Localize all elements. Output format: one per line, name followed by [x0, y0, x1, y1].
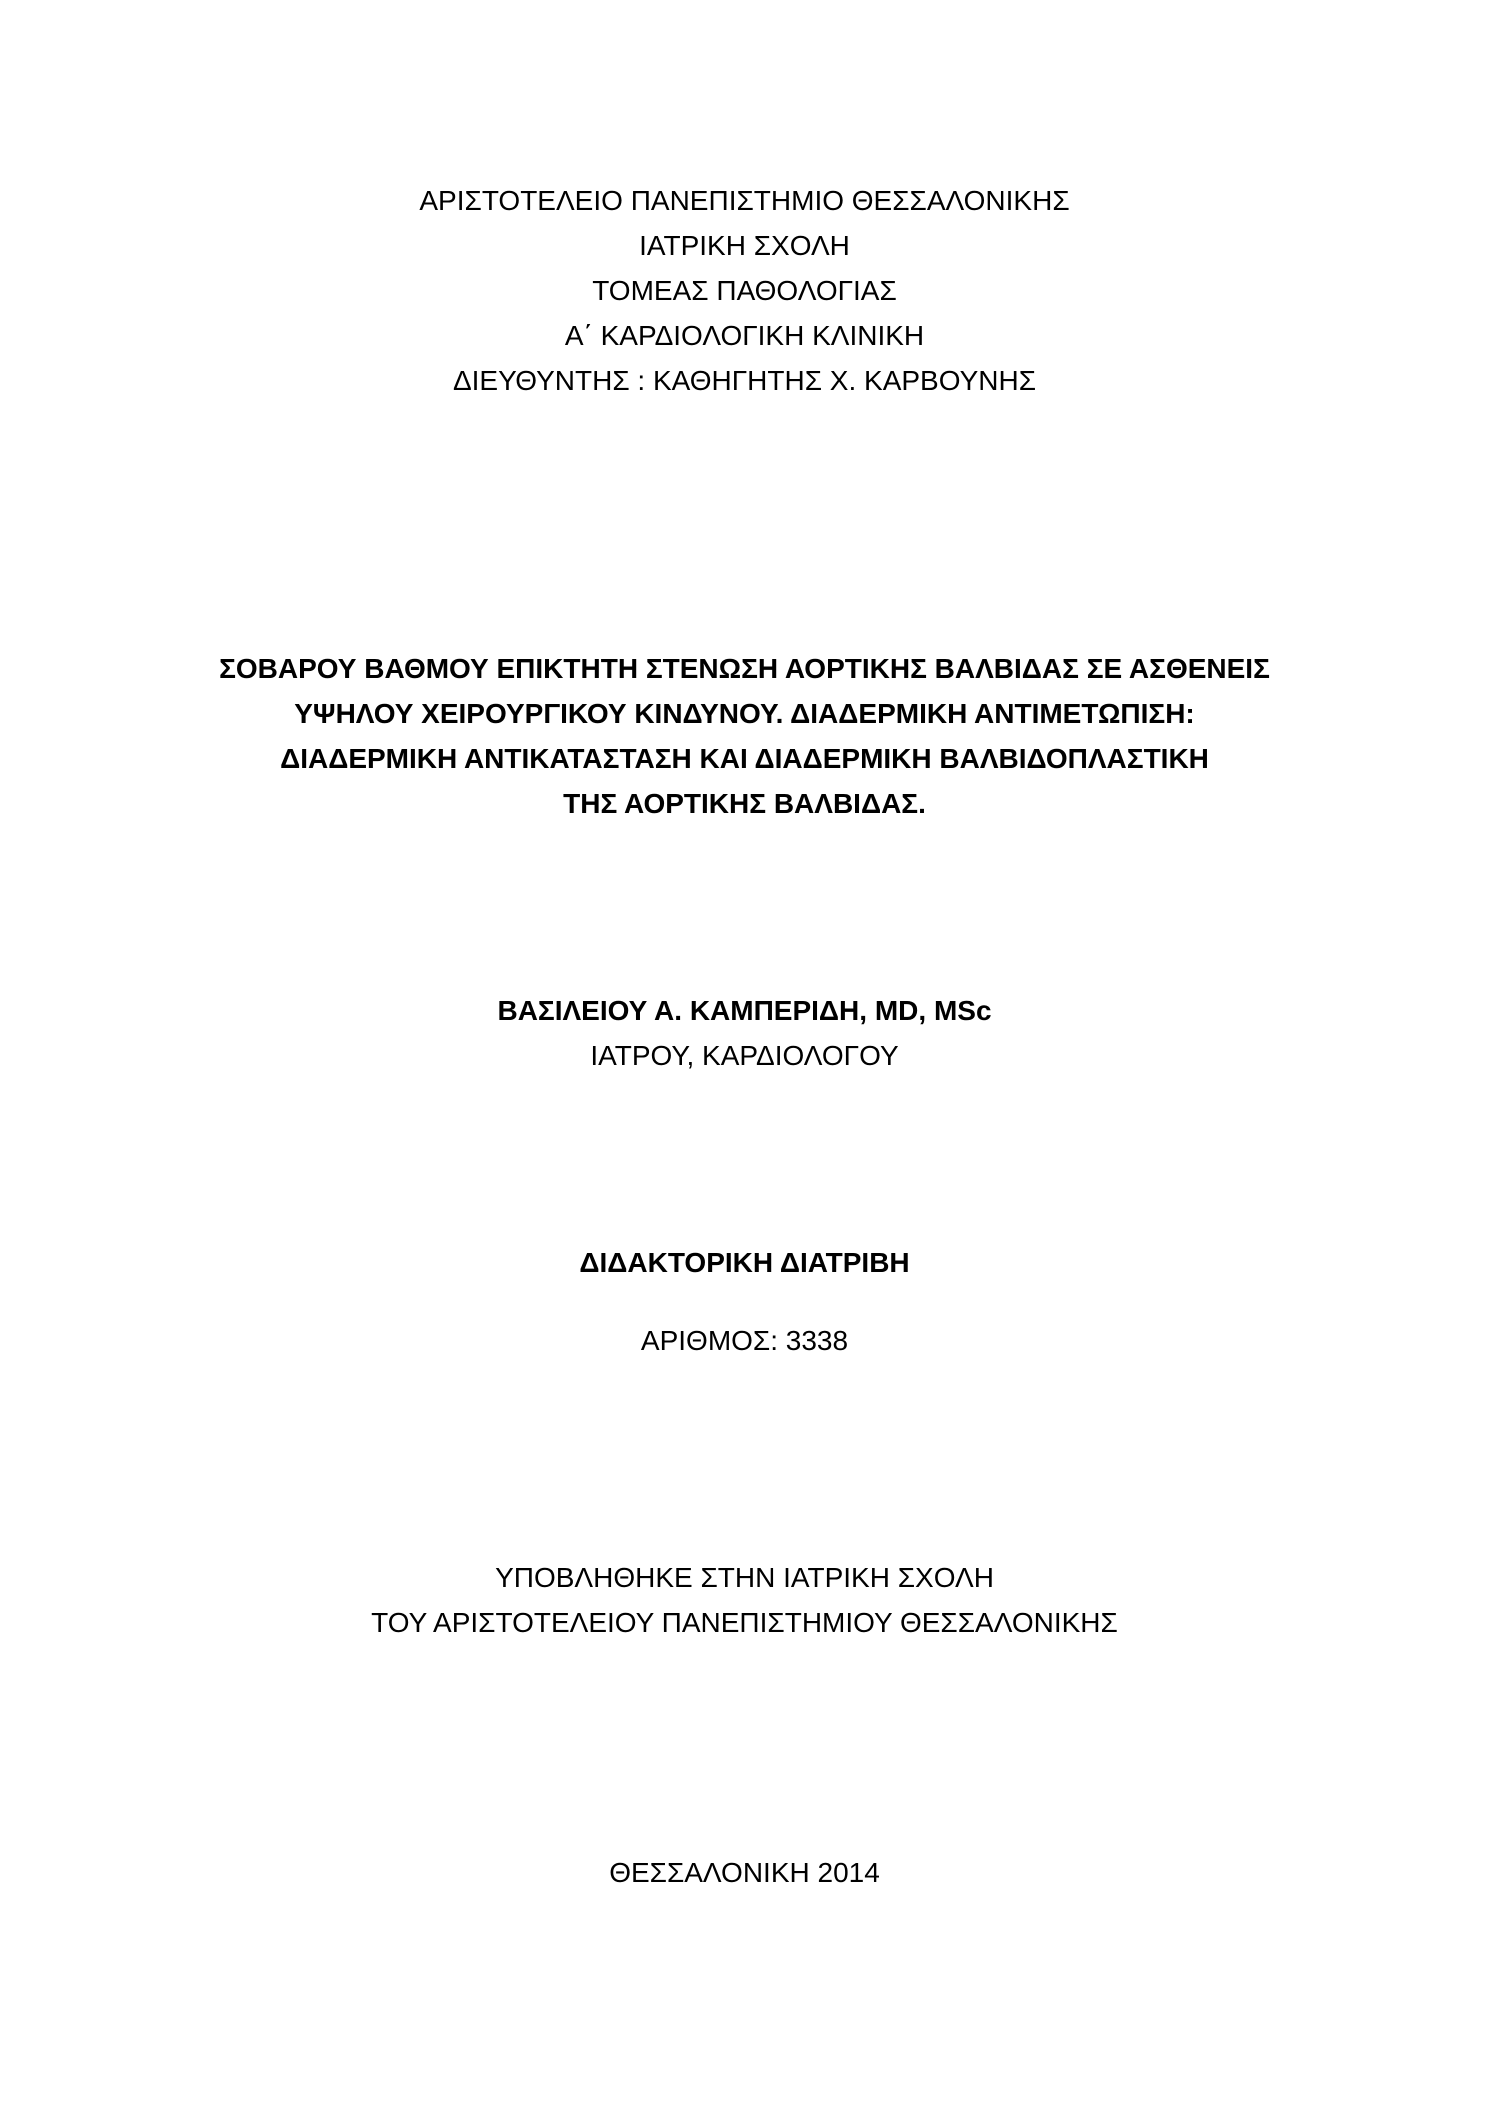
- sector-name: ΤΟΜΕΑΣ ΠΑΘΟΛΟΓΙΑΣ: [592, 275, 897, 306]
- university-name: ΑΡΙΣΤΟΤΕΛΕΙΟ ΠΑΝΕΠΙΣΤΗΜΙΟ ΘΕΣΣΑΛΟΝΙΚΗΣ: [419, 185, 1070, 216]
- degree-block: [0, 1240, 1489, 1285]
- author-name: ΒΑΣΙΛΕΙΟΥ Α. ΚΑΜΠΕΡΙΔΗ, MD, MSc: [497, 995, 992, 1026]
- thesis-title-line-4: ΤΗΣ ΑΟΡΤΙΚΗΣ ΒΑΛΒΙΔΑΣ.: [563, 788, 926, 819]
- author-role: ΙΑΤΡΟΥ, ΚΑΡΔΙΟΛΟΓΟΥ: [590, 1040, 899, 1071]
- thesis-number-block: [0, 1318, 1489, 1363]
- thesis-title: [0, 646, 1489, 826]
- clinic-name: Α΄ ΚΑΡΔΙΟΛΟΓΙΚΗ ΚΛΙΝΙΚΗ: [564, 320, 925, 351]
- submission-line-2: ΤΟΥ ΑΡΙΣΤΟΤΕΛΕΙΟΥ ΠΑΝΕΠΙΣΤΗΜΙΟΥ ΘΕΣΣΑΛΟΝΙΚΗΣ: [371, 1607, 1118, 1638]
- thesis-title-line-1: ΣΟΒΑΡΟΥ ΒΑΘΜΟΥ ΕΠΙΚΤΗΤΗ ΣΤΕΝΩΣΗ ΑΟΡΤΙΚΗΣ ΒΑΛΒΙΔΑΣ ΣΕ ΑΣΘΕΝΕΙΣ: [219, 653, 1270, 684]
- thesis-number: ΑΡΙΘΜΟΣ: 3338: [640, 1325, 849, 1356]
- submission-statement: [0, 1555, 1489, 1645]
- thesis-type: ΔΙΔΑΚΤΟΡΙΚΗ ΔΙΑΤΡΙΒΗ: [579, 1247, 910, 1278]
- thesis-title-line-2: ΥΨΗΛΟΥ ΧΕΙΡΟΥΡΓΙΚΟΥ ΚΙΝΔΥΝΟΥ. ΔΙΑΔΕΡΜΙΚΗ ΑΝΤΙΜΕΤΩΠΙΣΗ:: [294, 698, 1195, 729]
- thesis-title-line-3: ΔΙΑΔΕΡΜΙΚΗ ΑΝΤΙΚΑΤΑΣΤΑΣΗ ΚΑΙ ΔΙΑΔΕΡΜΙΚΗ ΒΑΛΒΙΔΟΠΛΑΣΤΙΚΗ: [280, 743, 1209, 774]
- submission-line-1: ΥΠΟΒΛΗΘΗΚΕ ΣΤΗΝ ΙΑΤΡΙΚΗ ΣΧΟΛΗ: [495, 1562, 994, 1593]
- school-name: ΙΑΤΡΙΚΗ ΣΧΟΛΗ: [639, 230, 850, 261]
- place-year: ΘΕΣΣΑΛΟΝΙΚΗ 2014: [609, 1857, 880, 1888]
- director-line: ΔΙΕΥΘΥΝΤΗΣ : ΚΑΘΗΓΗΤΗΣ Χ. ΚΑΡΒΟΥΝΗΣ: [452, 365, 1037, 396]
- author-block: [0, 988, 1489, 1078]
- place-and-year: [0, 1850, 1489, 1895]
- institution-header: [0, 178, 1489, 403]
